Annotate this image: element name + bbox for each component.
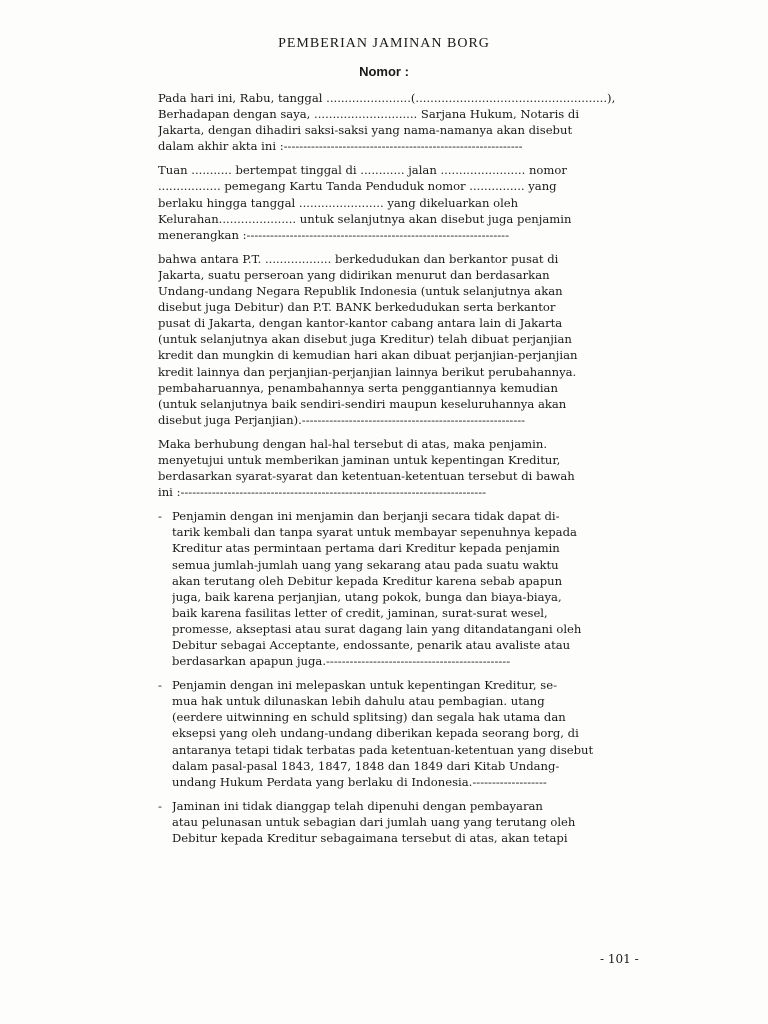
clause-line: berdasarkan apapun juga.----------------------------------------------- (172, 654, 511, 669)
clause-line: Jaminan ini tidak dianggap telah dipenuhi dengan pembayaran (172, 798, 543, 813)
clause-line: Kreditur atas permintaan pertama dari Kreditur kepada penjamin (172, 541, 560, 556)
clause-line: undang Hukum Perdata yang berlaku di Indonesia.------------------- (172, 774, 547, 789)
document-number-label: Nomor : (359, 64, 409, 79)
clause-item (158, 798, 666, 846)
page-number: - 101 - (600, 952, 639, 966)
clause-bullet: - (158, 798, 162, 813)
paragraph-line: Pada hari ini, Rabu, tanggal .......................(....................................................), (158, 91, 616, 105)
paragraph-line: kredit lainnya dan perjanjian-perjanjian lainnya berikut perubahannya. (158, 364, 577, 379)
clause-line: mua hak untuk dilunaskan lebih dahulu atau pembagian. utang (172, 694, 545, 709)
paragraph-line: disebut juga Perjanjian).--------------------------------------------------------- (158, 412, 526, 427)
clause-line: dalam pasal-pasal 1843, 1847, 1848 dan 1849 dari Kitab Undang- (172, 758, 560, 773)
paragraph-line: kredit dan mungkin di kemudian hari akan dibuat perjanjian-perjanjian (158, 348, 578, 363)
clause-line: semua jumlah-jumlah uang yang sekarang atau pada suatu waktu (172, 557, 559, 572)
clause-line: baik karena fasilitas letter of credit, jaminan, surat-surat wesel, (172, 605, 548, 620)
clause-bullet: - (158, 678, 162, 693)
paragraph-line: Undang-undang Negara Republik Indonesia (untuk selanjutnya akan (158, 284, 563, 299)
clause-item (158, 508, 666, 669)
document-body (158, 90, 666, 854)
clause-item (158, 677, 666, 790)
clause-line: atau pelunasan untuk sebagian dari jumlah uang yang terutang oleh (172, 814, 576, 829)
paragraph-line: Maka berhubung dengan hal-hal tersebut di atas, maka penjamin. (158, 436, 548, 451)
paragraph-line: Jakarta, dengan dihadiri saksi-saksi yang nama-namanya akan disebut (158, 123, 573, 138)
paragraph-line: pusat di Jakarta, dengan kantor-kantor cabang antara lain di Jakarta (158, 316, 563, 331)
paragraph-line: bahwa antara P.T. .................. berkedudukan dan berkantor pusat di (158, 251, 559, 266)
paragraph (158, 90, 666, 154)
clause-bullet: - (158, 509, 162, 524)
paragraph-line: ini :------------------------------------------------------------------------------ (158, 485, 487, 500)
clause-line: antaranya tetapi tidak terbatas pada ketentuan-ketentuan yang disebut (172, 742, 594, 757)
paragraph-line: (untuk selanjutnya akan disebut juga Kreditur) telah dibuat perjanjian (158, 332, 572, 347)
clause-line: Penjamin dengan ini menjamin dan berjanji secara tidak dapat di- (172, 509, 560, 524)
paragraph (158, 436, 666, 500)
paragraph-line: berdasarkan syarat-syarat dan ketentuan-ketentuan tersebut di bawah (158, 469, 575, 484)
paragraph-line: menyetujui untuk memberikan jaminan untuk kepentingan Kreditur, (158, 452, 561, 467)
paragraph (158, 162, 666, 242)
document-title: PEMBERIAN JAMINAN BORG (278, 36, 490, 51)
paragraph-line: pembaharuannya, penambahannya serta penggantiannya kemudian (158, 380, 558, 395)
paragraph-line: disebut juga Debitur) dan P.T. BANK berkedudukan serta berkantor (158, 300, 556, 315)
clause-line: (eerdere uitwinning en schuld splitsing) dan segala hak utama dan (172, 710, 566, 725)
paragraph-container (158, 90, 666, 500)
paragraph-line: Tuan ........... bertempat tinggal di ............ jalan ....................... nomor (158, 163, 567, 178)
paragraph-line: (untuk selanjutnya baik sendiri-sendiri maupun keseluruhannya akan (158, 396, 567, 411)
clause-line: eksepsi yang oleh undang-undang diberikan kepada seorang borg, di (172, 726, 579, 741)
paragraph-line: menerangkan :------------------------------------------------------------------- (158, 227, 509, 242)
paragraph-line: Jakarta, suatu perseroan yang didirikan menurut dan berdasarkan (158, 267, 550, 282)
paragraph-line: Berhadapan dengan saya, ............................ Sarjana Hukum, Notaris di (158, 107, 580, 122)
paragraph-line: Kelurahan..................... untuk selanjutnya akan disebut juga penjamin (158, 211, 572, 226)
paragraph-line: ................. pemegang Kartu Tanda Penduduk nomor ............... yang (158, 179, 557, 194)
clause-line: Debitur sebagai Acceptante, endossante, penarik atau avaliste atau (172, 638, 571, 652)
paragraph (158, 251, 666, 428)
paragraph-line: berlaku hingga tanggal ....................... yang dikeluarkan oleh (158, 195, 519, 210)
clause-list (158, 508, 666, 846)
clause-line: juga, baik karena perjanjian, utang pokok, bunga dan biaya-biaya, (172, 589, 562, 604)
clause-line: promesse, akseptasi atau surat dagang lain yang ditandatangani oleh (172, 621, 582, 636)
clause-line: akan terutang oleh Debitur kepada Kreditur karena sebab apapun (172, 573, 563, 588)
clause-line: tarik kembali dan tanpa syarat untuk membayar sepenuhnya kepada (172, 525, 577, 540)
paragraph-line: dalam akhir akta ini :------------------------------------------------------------- (158, 139, 523, 154)
clause-line: Penjamin dengan ini melepaskan untuk kepentingan Kreditur, se- (172, 678, 557, 693)
clause-line: Debitur kepada Kreditur sebagaimana tersebut di atas, akan tetapi (172, 831, 568, 846)
